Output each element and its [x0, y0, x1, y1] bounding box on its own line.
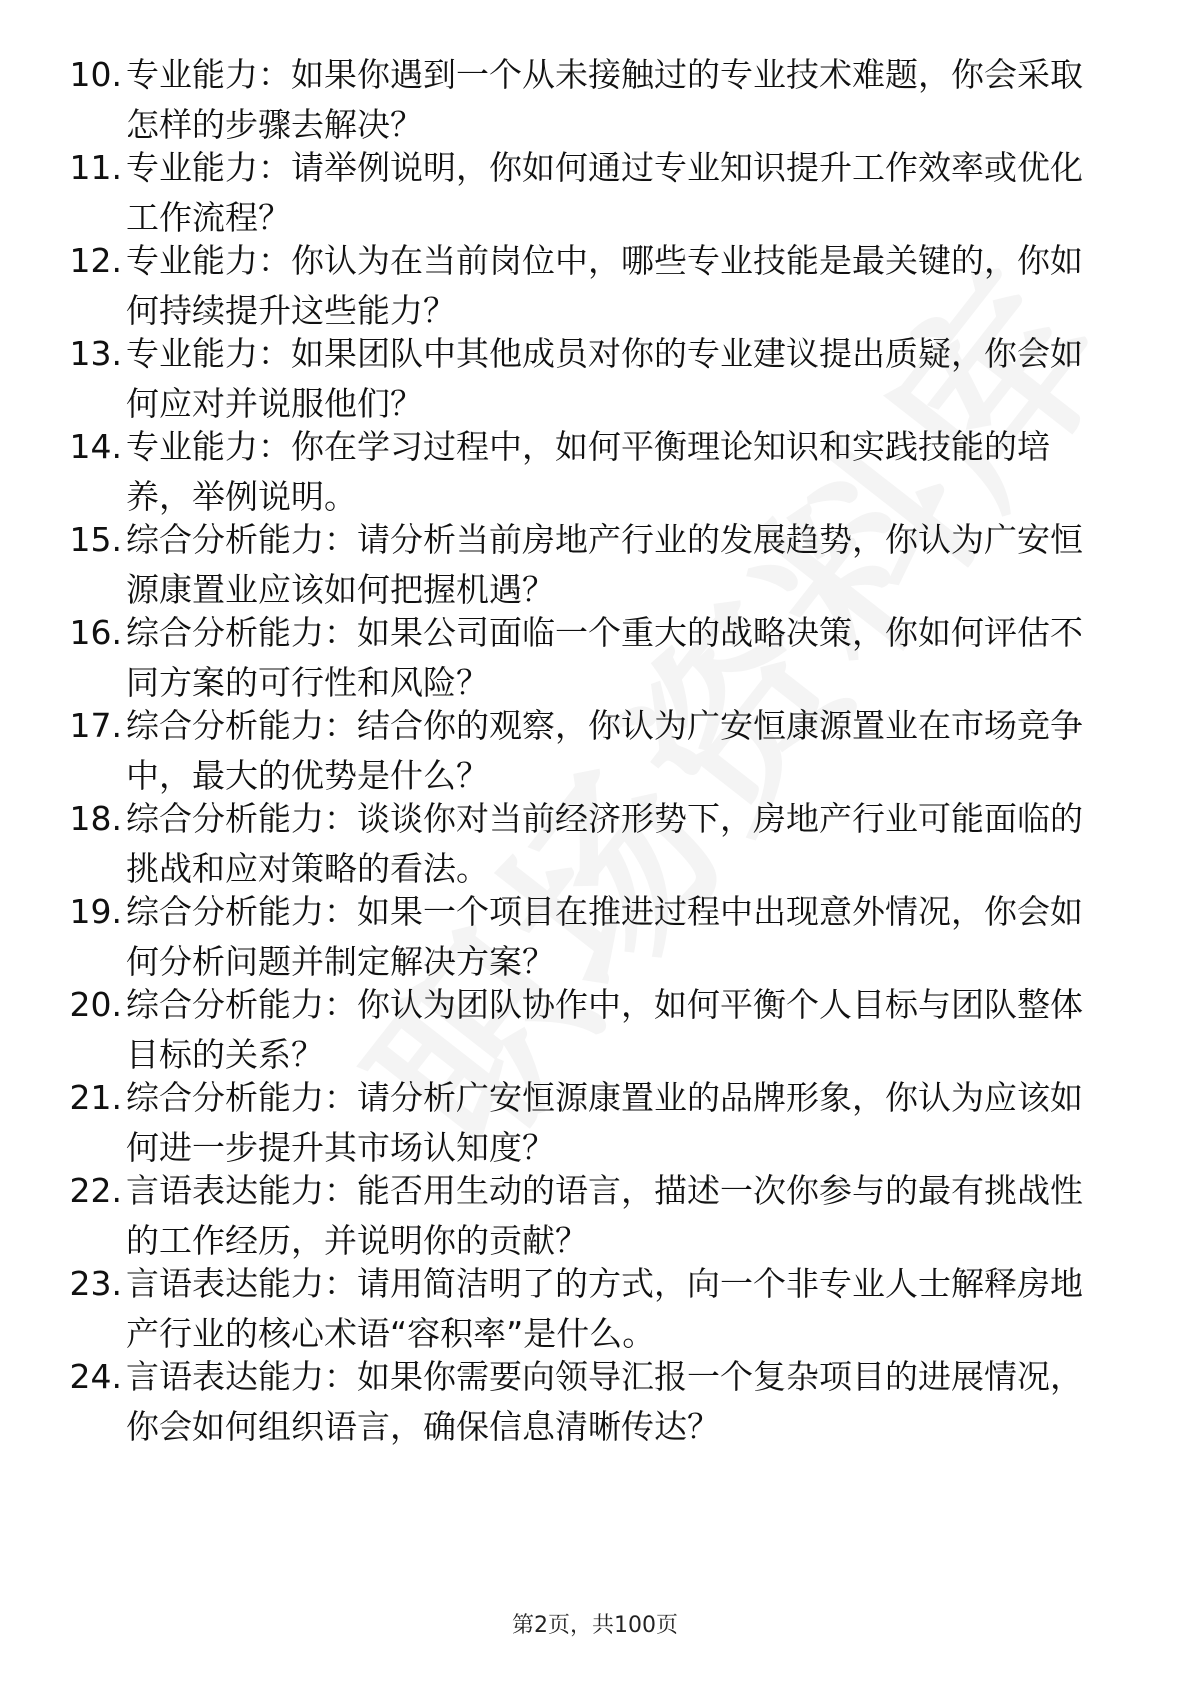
- question-number: 18.: [69, 799, 122, 838]
- question-text: 言语表达能力：能否用生动的语言，描述一次你参与的最有挑战性的工作经历，并说明你的贡献？: [126, 1171, 1083, 1260]
- question-text: 专业能力：如果团队中其他成员对你的专业建议提出质疑，你会如何应对并说服他们？: [126, 334, 1083, 423]
- question-text: 综合分析能力：结合你的观察，你认为广安恒康源置业在市场竞争中，最大的优势是什么？: [126, 706, 1083, 795]
- page-number: 第2页，共100页: [512, 1613, 678, 1638]
- question-number: 11.: [69, 148, 122, 187]
- question-number: 22.: [69, 1171, 122, 1210]
- question-text: 综合分析能力：谈谈你对当前经济形势下，房地产行业可能面临的挑战和应对策略的看法。: [126, 799, 1083, 888]
- question-text: 专业能力：如果你遇到一个从未接触过的专业技术难题，你会采取怎样的步骤去解决？: [126, 55, 1083, 144]
- question-number: 12.: [69, 241, 122, 280]
- question-text: 综合分析能力：如果公司面临一个重大的战略决策，你如何评估不同方案的可行性和风险？: [126, 613, 1083, 702]
- question-text: 综合分析能力：请分析当前房地产行业的发展趋势，你认为广安恒源康置业应该如何把握机遇？: [126, 520, 1083, 609]
- page-footer: [0, 1608, 1190, 1639]
- question-text: 专业能力：你认为在当前岗位中，哪些专业技能是最关键的，你如何持续提升这些能力？: [126, 241, 1083, 330]
- question-number: 10.: [69, 55, 122, 94]
- question-number: 21.: [69, 1078, 122, 1117]
- question-text: 综合分析能力：你认为团队协作中，如何平衡个人目标与团队整体目标的关系？: [126, 985, 1083, 1074]
- question-text: 综合分析能力：如果一个项目在推进过程中出现意外情况，你会如何分析问题并制定解决方案？: [126, 892, 1083, 981]
- question-text: 言语表达能力：如果你需要向领导汇报一个复杂项目的进展情况，你会如何组织语言，确保信息清晰传达？: [126, 1357, 1083, 1446]
- question-number: 13.: [69, 334, 122, 373]
- question-number: 17.: [69, 706, 122, 745]
- question-number: 16.: [69, 613, 122, 652]
- question-text: 专业能力：你在学习过程中，如何平衡理论知识和实践技能的培养，举例说明。: [126, 427, 1050, 516]
- question-number: 24.: [69, 1357, 122, 1396]
- question-text: 综合分析能力：请分析广安恒源康置业的品牌形象，你认为应该如何进一步提升其市场认知度？: [126, 1078, 1083, 1167]
- question-number: 19.: [69, 892, 122, 931]
- question-item: [0, 1352, 1190, 1462]
- question-number: 23.: [69, 1264, 122, 1303]
- question-number: 15.: [69, 520, 122, 559]
- question-text: 专业能力：请举例说明，你如何通过专业知识提升工作效率或优化工作流程？: [126, 148, 1083, 237]
- question-number: 14.: [69, 427, 122, 466]
- question-text: 言语表达能力：请用简洁明了的方式，向一个非专业人士解释房地产行业的核心术语“容积率”是什么。: [126, 1264, 1083, 1353]
- question-number: 20.: [69, 985, 122, 1024]
